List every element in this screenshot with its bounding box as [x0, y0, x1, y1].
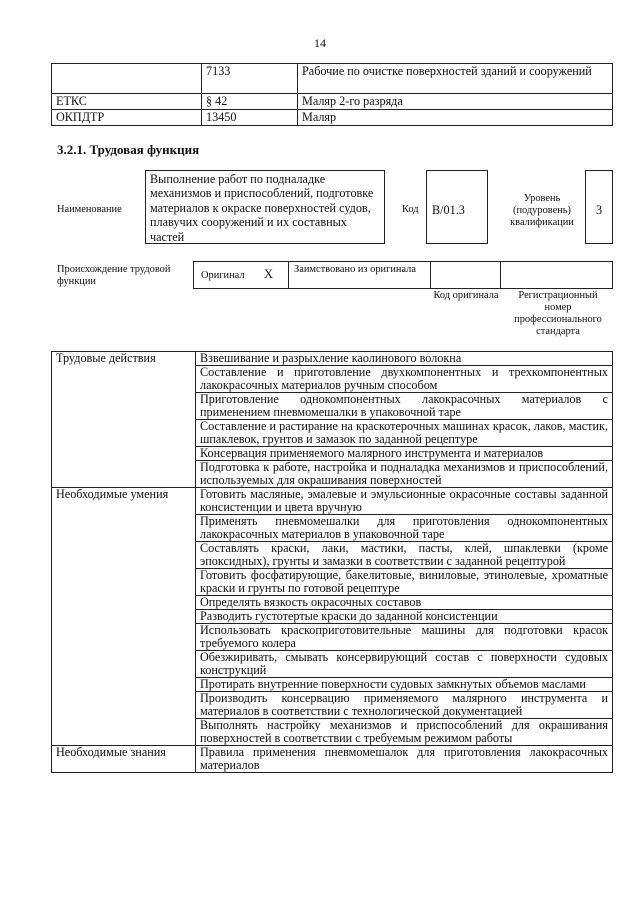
table-cell: Протирать внутренние поверхности судовых замкнутых объемов маслами — [196, 678, 613, 692]
table-cell: 7133 — [202, 64, 298, 94]
section-label: Необходимые умения — [52, 488, 196, 746]
table-row — [52, 64, 613, 94]
code-label: Код — [402, 204, 419, 215]
table-cell: 13450 — [202, 110, 298, 126]
section-title: 3.2.1. Трудовая функция — [57, 142, 200, 157]
table-cell — [52, 64, 202, 94]
divider — [500, 261, 501, 289]
table-cell: Маляр 2-го разряда — [298, 94, 613, 110]
borrowed-label: Заимствовано из оригинала — [294, 264, 416, 275]
table-cell: § 42 — [202, 94, 298, 110]
section-label: Необходимые знания — [52, 746, 196, 773]
table-cell: ЕТКС — [52, 94, 202, 110]
reg-number-caption: Регистрационный номер профессионального стандарта — [514, 290, 602, 337]
table-cell: Приготовление однокомпонентных лакокрасочных материалов с применением пневмомешалки в упаковочной таре — [196, 393, 613, 420]
origin-row — [193, 261, 613, 289]
table-cell: Составлять краски, лаки, мастики, пасты, клей, шпаклевки (кроме эпоксидных), грунты и замазки в соответствии с заданной рецептурой — [196, 542, 613, 569]
level-value-box: 3 — [585, 170, 613, 244]
table-cell: Готовить фосфатирующие, бакелитовые, виниловые, этинолевые, хроматные краски и грунты по готовой рецептуре — [196, 569, 613, 596]
table-cell: Применять пневмомешалки для приготовления однокомпонентных лакокрасочных материалов в упаковочной таре — [196, 515, 613, 542]
table-cell: Использовать краскоприготовительные машины для подготовки красок требуемого колера — [196, 624, 613, 651]
table-cell: Готовить масляные, эмалевые и эмульсионные окрасочные составы заданной консистенции и цвета вручную — [196, 488, 613, 515]
table-cell: ОКПДТР — [52, 110, 202, 126]
original-label: Оригинал — [201, 270, 245, 281]
table-cell: Маляр — [298, 110, 613, 126]
table-cell: Составление и приготовление двухкомпонентных и трехкомпонентных лакокрасочных материалов ручным способом — [196, 366, 613, 393]
table-cell: Подготовка к работе, настройка и подналадка механизмов и приспособлений, используемых для окрашивания поверхностей — [196, 461, 613, 488]
origin-label: Происхождение трудовой функции — [57, 264, 171, 287]
divider — [430, 261, 431, 289]
table-cell: Взвешивание и разрыхление каолинового волокна — [196, 352, 613, 366]
page-number: 14 — [314, 36, 326, 50]
table-cell: Консервация применяемого малярного инструмента и материалов — [196, 447, 613, 461]
table-cell: Выполнять настройку механизмов и приспособлений для окрашивания поверхностей в соответствии с требуемым режимом работы — [196, 719, 613, 746]
table-cell: Рабочие по очистке поверхностей зданий и сооружений — [298, 64, 613, 94]
name-label: Наименование — [57, 204, 122, 215]
table-cell: Составление и растирание на краскотерочных машинах красок, лаков, мастик, шпаклевок, грунтов и замазок по заданной рецептуре — [196, 420, 613, 447]
table-cell: Правила применения пневмомешалок для приготовления лакокрасочных материалов — [196, 746, 613, 773]
table-cell: Определять вязкость окрасочных составов — [196, 596, 613, 610]
function-name-box: Выполнение работ по подналадке механизмов и приспособлений, подготовке материалов к окраске поверхностей судов, плавучих сооружений и их составных частей — [145, 170, 385, 244]
classifier-table — [51, 63, 613, 126]
table-row — [52, 488, 613, 515]
table-row — [52, 352, 613, 366]
table-row — [52, 746, 613, 773]
section-label: Трудовые действия — [52, 352, 196, 488]
code-original-caption: Код оригинала — [433, 290, 499, 301]
function-details-table — [51, 351, 613, 773]
level-label: Уровень (подуровень) квалификации — [510, 193, 574, 228]
table-cell: Разводить густотертые краски до заданной консистенции — [196, 610, 613, 624]
divider — [288, 261, 289, 289]
table-cell: Обезжиривать, смывать консервирующий состав с поверхности судовых конструкций — [196, 651, 613, 678]
table-cell: Производить консервацию применяемого малярного инструмента и материалов в соответствии с технологической документацией — [196, 692, 613, 719]
table-row — [52, 94, 613, 110]
original-mark: X — [264, 267, 274, 281]
table-row — [52, 110, 613, 126]
function-code-box: B/01.3 — [426, 170, 488, 244]
